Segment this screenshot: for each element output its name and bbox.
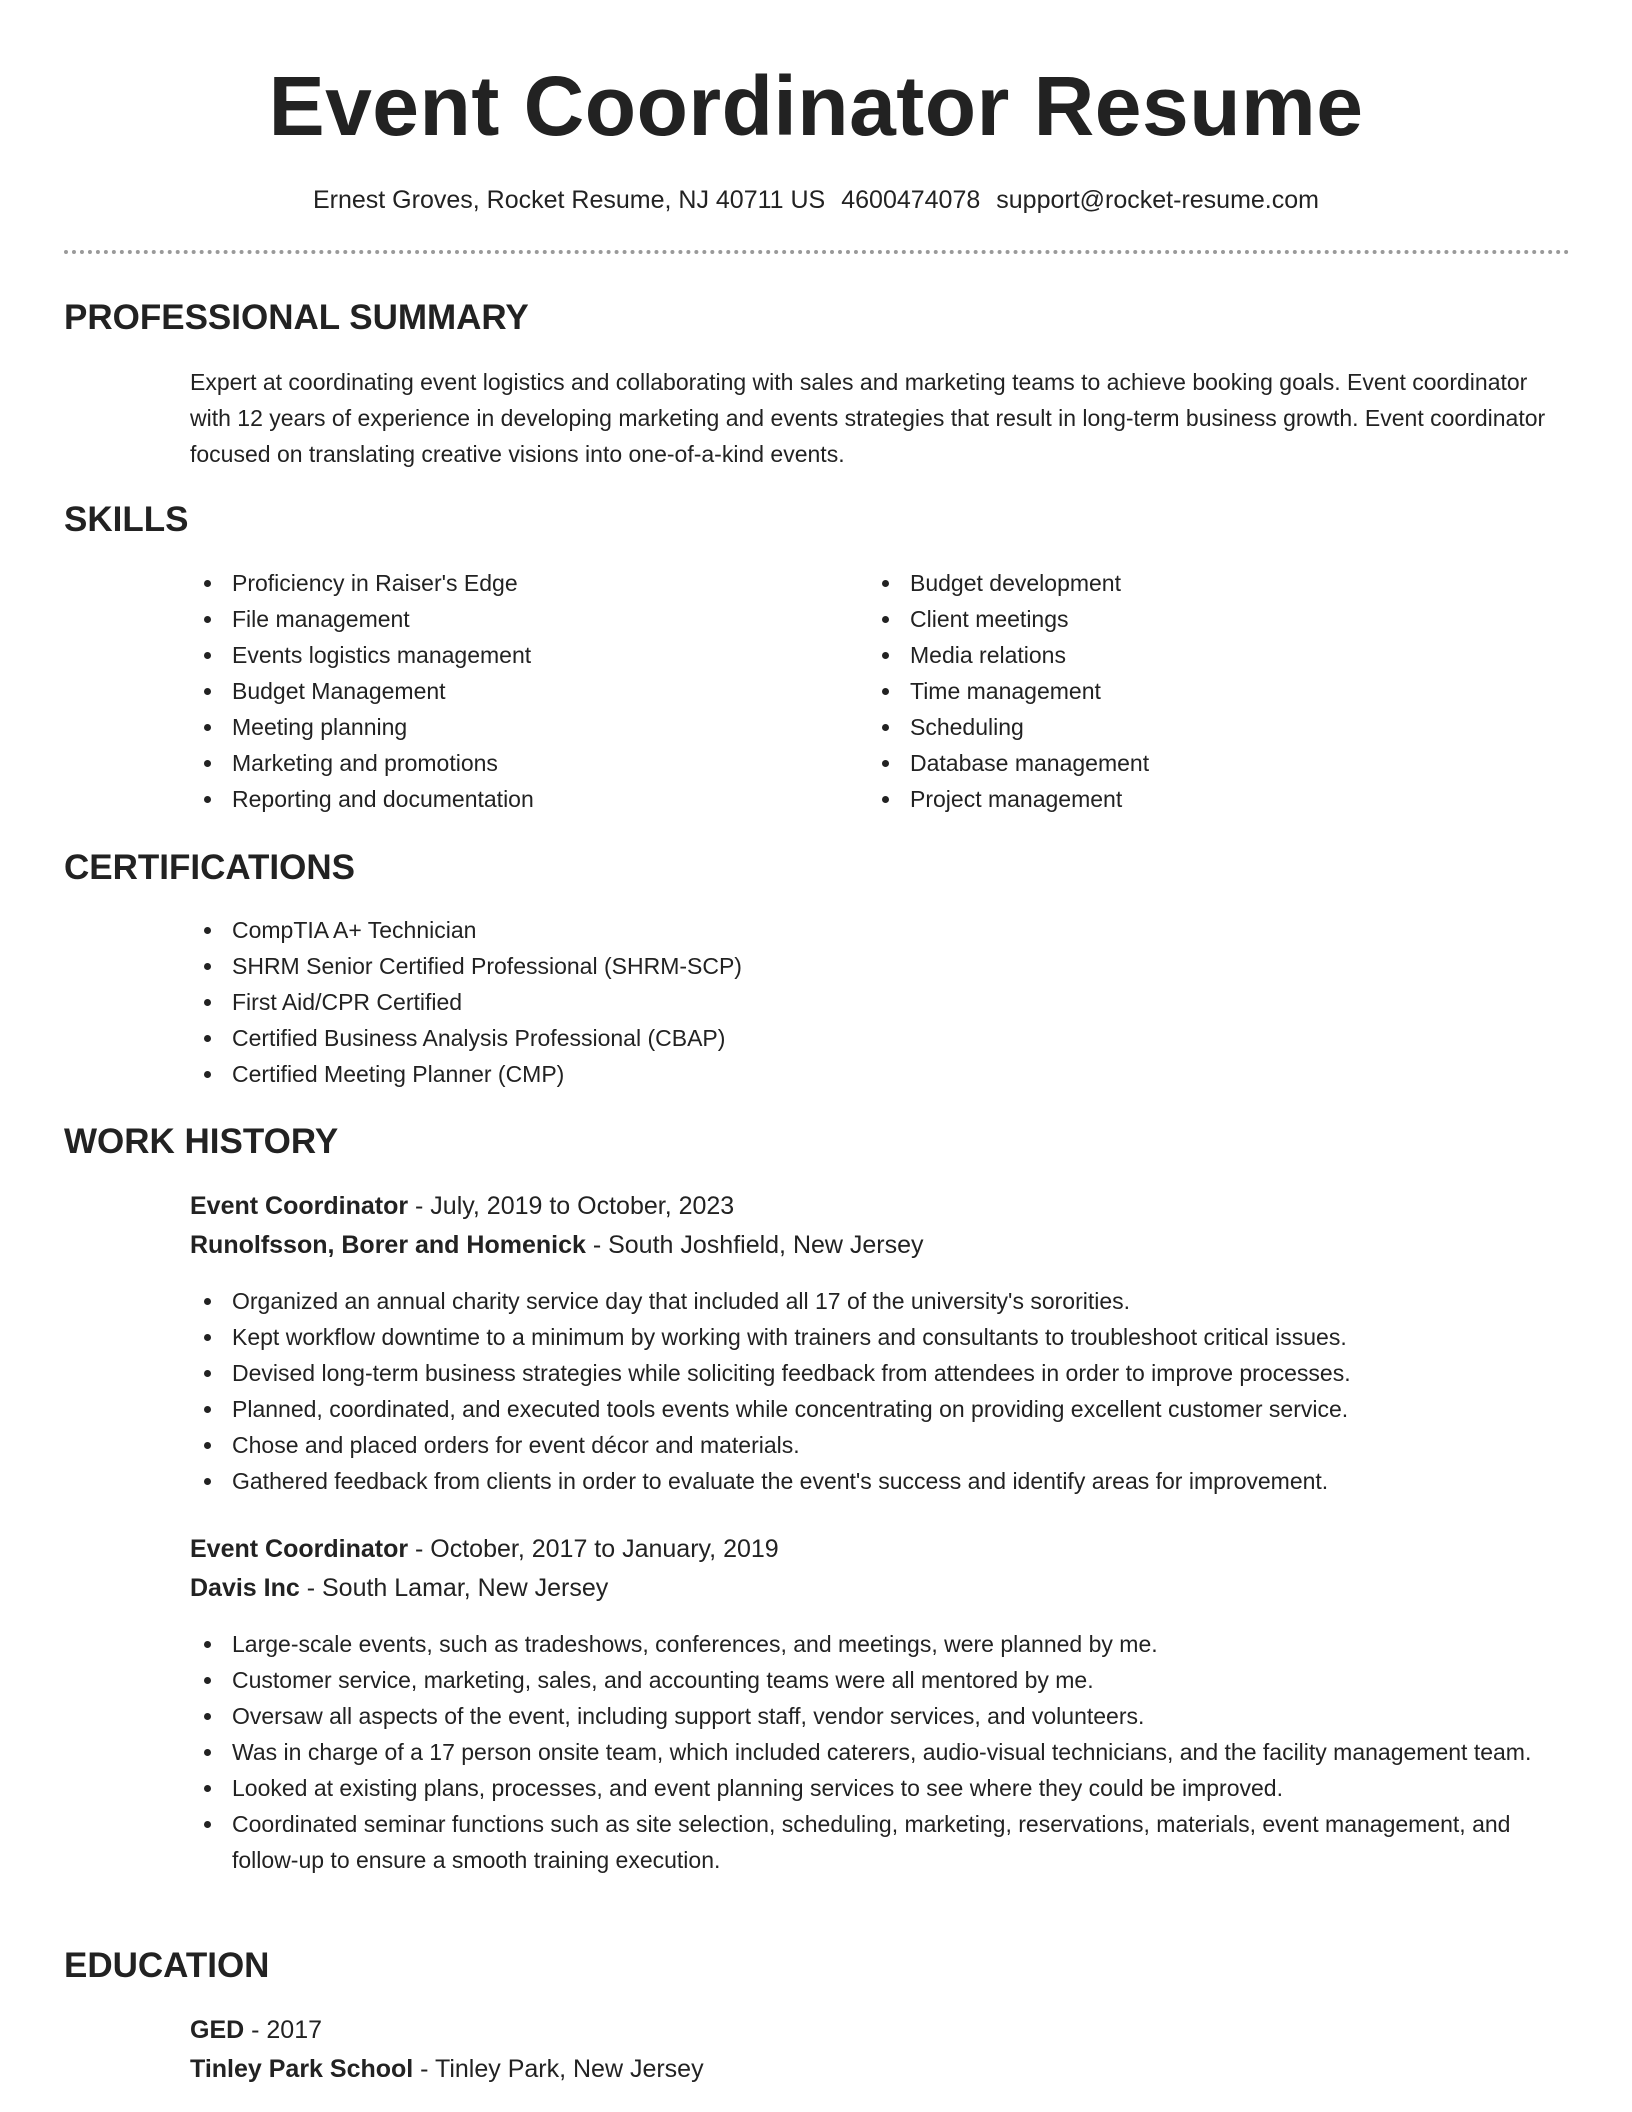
list-item: Budget development	[866, 565, 1526, 601]
list-item: Proficiency in Raiser's Edge	[188, 565, 848, 601]
education-school: Tinley Park School	[190, 2055, 414, 2083]
list-item: Oversaw all aspects of the event, including support staff, vendor services, and volunteers.	[188, 1698, 1568, 1734]
contact-address: Ernest Groves, Rocket Resume, NJ 40711 US	[312, 186, 826, 214]
summary-heading: PROFESSIONAL SUMMARY	[64, 298, 529, 337]
job-dates: - July, 2019 to October, 2023	[408, 1192, 735, 1220]
list-item: Looked at existing plans, processes, and event planning services to see where they could be improved.	[188, 1770, 1568, 1806]
job-entry	[190, 1530, 1570, 1608]
list-item: Was in charge of a 17 person onsite team, which included caterers, audio-visual technicians, and the facility management team.	[188, 1734, 1568, 1770]
job-company-line	[190, 1226, 1570, 1265]
list-item: Time management	[866, 673, 1526, 709]
resume-title: Event Coordinator Resume	[268, 59, 1364, 153]
list-item: Media relations	[866, 637, 1526, 673]
list-item: Chose and placed orders for event décor and materials.	[188, 1427, 1568, 1463]
skills-heading: SKILLS	[64, 500, 189, 539]
summary-section	[190, 364, 1570, 472]
list-item: Database management	[866, 745, 1526, 781]
list-item: Devised long-term business strategies while soliciting feedback from attendees in order to improve processes.	[188, 1355, 1568, 1391]
list-item: CompTIA A+ Technician	[188, 912, 1568, 948]
contact-line	[0, 180, 1632, 220]
job-company-line	[190, 1569, 1570, 1608]
list-item: First Aid/CPR Certified	[188, 984, 1568, 1020]
list-item: Planned, coordinated, and executed tools events while concentrating on providing excellent customer service.	[188, 1391, 1568, 1427]
list-item: Kept workflow downtime to a minimum by working with trainers and consultants to troubleshoot critical issues.	[188, 1319, 1568, 1355]
job-entry	[190, 1187, 1570, 1265]
education-degree: GED	[190, 2016, 245, 2044]
education-degree-line	[190, 2011, 1570, 2050]
header-divider	[64, 250, 1570, 254]
list-item: SHRM Senior Certified Professional (SHRM-SCP)	[188, 948, 1568, 984]
work-history-heading: WORK HISTORY	[64, 1122, 339, 1161]
certifications-list	[188, 912, 1568, 1092]
list-item: Events logistics management	[188, 637, 848, 673]
job-title-line	[190, 1187, 1570, 1226]
job-dates: - October, 2017 to January, 2019	[408, 1535, 779, 1563]
list-item: Budget Management	[188, 673, 848, 709]
certifications-heading: CERTIFICATIONS	[64, 848, 356, 887]
job-bullets	[188, 1283, 1568, 1499]
education-heading: EDUCATION	[64, 1946, 270, 1985]
list-item: Organized an annual charity service day that included all 17 of the university's sororities.	[188, 1283, 1568, 1319]
list-item: Client meetings	[866, 601, 1526, 637]
list-item: Gathered feedback from clients in order to evaluate the event's success and identify areas for improvement.	[188, 1463, 1568, 1499]
list-item: Scheduling	[866, 709, 1526, 745]
list-item: Reporting and documentation	[188, 781, 848, 817]
job-bullets	[188, 1626, 1568, 1878]
list-item: Project management	[866, 781, 1526, 817]
summary-text: Expert at coordinating event logistics and collaborating with sales and marketing teams to achieve booking goals. Event coordinator with 12 years of experience in developing marketing and events strategies that result in long-term business growth. Event coordinator focused on translating creative visions into one-of-a-kind events.	[190, 369, 1546, 467]
job-company: Davis Inc	[190, 1574, 300, 1602]
job-title: Event Coordinator	[190, 1535, 409, 1563]
education-school-line	[190, 2050, 1570, 2089]
job-title-line	[190, 1530, 1570, 1569]
list-item: Marketing and promotions	[188, 745, 848, 781]
list-item: Large-scale events, such as tradeshows, conferences, and meetings, were planned by me.	[188, 1626, 1568, 1662]
education-year: - 2017	[244, 2016, 323, 2044]
education-location: - Tinley Park, New Jersey	[413, 2055, 704, 2083]
contact-email: support@rocket-resume.com	[996, 186, 1319, 214]
education-entry	[190, 2011, 1570, 2089]
job-company: Runolfsson, Borer and Homenick	[190, 1231, 586, 1259]
skills-list-left	[188, 565, 848, 817]
contact-phone: 4600474078	[841, 186, 981, 214]
list-item: Certified Meeting Planner (CMP)	[188, 1056, 1568, 1092]
job-location: - South Lamar, New Jersey	[299, 1574, 609, 1602]
list-item: File management	[188, 601, 848, 637]
list-item: Meeting planning	[188, 709, 848, 745]
job-title: Event Coordinator	[190, 1192, 409, 1220]
list-item: Certified Business Analysis Professional (CBAP)	[188, 1020, 1568, 1056]
list-item: Coordinated seminar functions such as site selection, scheduling, marketing, reservations, materials, event management, and follow-up to ensure a smooth training execution.	[188, 1806, 1568, 1878]
job-location: - South Joshfield, New Jersey	[585, 1231, 924, 1259]
skills-list-right	[866, 565, 1526, 817]
list-item: Customer service, marketing, sales, and accounting teams were all mentored by me.	[188, 1662, 1568, 1698]
